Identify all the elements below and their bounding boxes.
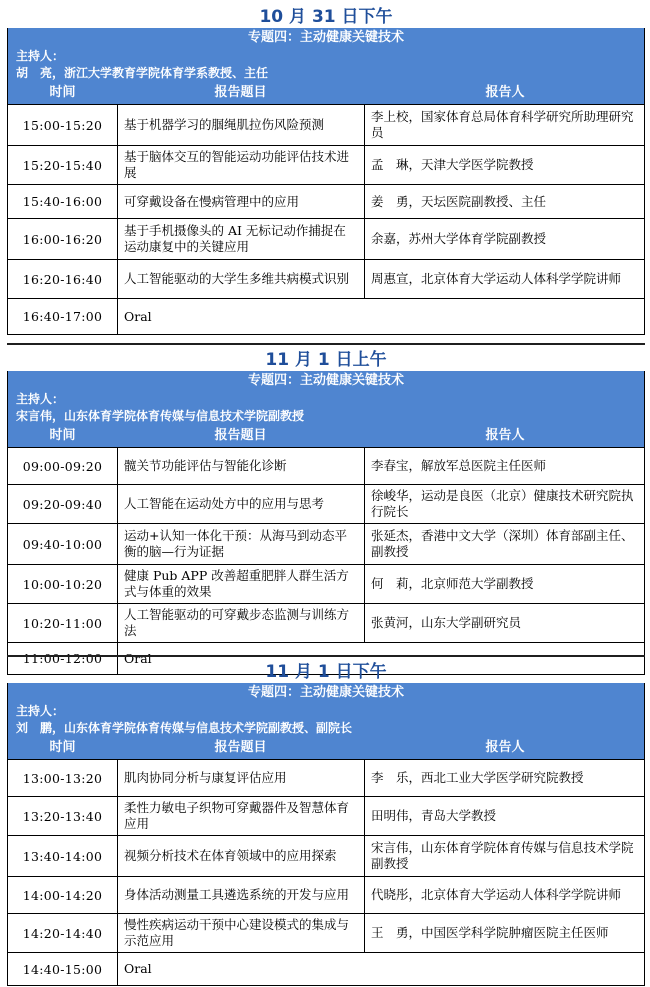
chair-label: 主持人： [16, 704, 65, 718]
table-row [8, 797, 644, 836]
topic-cell: 慢性疾病运动干预中心建设模式的集成与示范应用 [118, 914, 365, 952]
speaker-cell: 何 莉，北京师范大学副教授 [371, 576, 534, 591]
table-row [8, 185, 644, 219]
time-cell: 13:40-14:00 [8, 836, 118, 876]
table-header [8, 737, 644, 760]
speaker-cell: 徐峻华，运动是良医（北京）健康技术研究院执行院长 [371, 488, 634, 519]
schedule-table [7, 683, 645, 986]
table-row [8, 448, 644, 485]
chair-name: 宋言伟，山东体育学院体育传媒与信息技术学院副教授 [16, 409, 305, 423]
chair-name: 刘 鹏，山东体育学院体育传媒与信息技术学院副教授、副院长 [16, 721, 353, 735]
time-cell: 14:40-15:00 [8, 953, 118, 985]
table-row [8, 299, 644, 335]
header-speaker: 报告人 [485, 85, 525, 100]
header-time: 时间 [49, 428, 76, 443]
time-cell: 16:20-16:40 [8, 260, 118, 298]
header-topic: 报告题目 [214, 428, 267, 443]
speaker-cell [365, 953, 647, 985]
time-cell: 15:20-15:40 [8, 146, 118, 184]
header-topic: 报告题目 [214, 85, 267, 100]
header-speaker: 报告人 [485, 740, 525, 755]
topic-cell: 基于机器学习的腘绳肌拉伤风险预测 [118, 105, 365, 145]
topic-cell: 运动+认知一体化干预：从海马到动态平衡的脑—行为证据 [118, 524, 365, 564]
header-time: 时间 [49, 740, 76, 755]
speaker-cell [365, 299, 647, 334]
schedule-table [7, 371, 645, 675]
table-row [8, 914, 644, 953]
table-row [8, 953, 644, 986]
table-row [8, 836, 644, 877]
day-title: 10 月 31 日下午 [259, 7, 393, 27]
speaker-cell: 张延杰，香港中文大学（深圳）体育部副主任、副教授 [371, 528, 634, 559]
topic-cell: 髋关节功能评估与智能化诊断 [118, 448, 365, 484]
topic-cell: 身体活动测量工具遴选系统的开发与应用 [118, 877, 365, 913]
topic-title: 专题四：主动健康关键技术 [8, 28, 644, 48]
header-speaker: 报告人 [485, 428, 525, 443]
speaker-cell: 王 勇，中国医学科学院肿瘤医院主任医师 [371, 925, 609, 940]
chair-info [8, 703, 644, 737]
topic-cell: 肌肉协同分析与康复评估应用 [118, 760, 365, 796]
speaker-cell: 张黄河，山东大学副研究员 [371, 615, 522, 630]
speaker-cell: 余嘉，苏州大学体育学院副教授 [371, 231, 547, 246]
time-cell: 16:40-17:00 [8, 299, 118, 334]
table-row [8, 524, 644, 565]
table-row [8, 105, 644, 146]
time-cell: 14:00-14:20 [8, 877, 118, 913]
topic-cell: 人工智能驱动的可穿戴步态监测与训练方法 [118, 604, 365, 642]
time-cell: 14:20-14:40 [8, 914, 118, 952]
speaker-cell: 田明伟，青岛大学教授 [371, 808, 497, 823]
time-cell: 16:00-16:20 [8, 219, 118, 259]
table-header [8, 425, 644, 448]
topic-cell: 健康 Pub APP 改善超重肥胖人群生活方式与体重的效果 [118, 565, 365, 603]
schedule-table [7, 28, 645, 335]
speaker-cell: 孟 琳，天津大学医学院教授 [371, 157, 534, 172]
table-row [8, 260, 644, 299]
topic-cell: 人工智能在运动处方中的应用与思考 [118, 485, 365, 523]
speaker-cell: 李春宝，解放军总医院主任医师 [371, 458, 547, 473]
topic-cell: 基于脑体交互的智能运动功能评估技术进展 [118, 146, 365, 184]
table-row [8, 760, 644, 797]
time-cell: 13:20-13:40 [8, 797, 118, 835]
topic-cell: Oral [124, 308, 152, 324]
chair-label: 主持人： [16, 49, 65, 63]
speaker-cell: 李 乐，西北工业大学医学研究院教授 [371, 770, 584, 785]
header-topic: 报告题目 [214, 740, 267, 755]
session-block [7, 655, 645, 986]
time-cell: 15:00-15:20 [8, 105, 118, 145]
table-row [8, 485, 644, 524]
chair-info [8, 48, 644, 82]
time-cell: 10:00-10:20 [8, 565, 118, 603]
table-row [8, 565, 644, 604]
speaker-cell: 李上校，国家体育总局体育科学研究所助理研究员 [371, 109, 634, 140]
table-row [8, 604, 644, 643]
time-cell: 11:00-12:00 [8, 643, 118, 674]
topic-cell: Oral [124, 961, 152, 976]
topic-cell: 可穿戴设备在慢病管理中的应用 [118, 185, 365, 218]
speaker-cell: 代晓彤，北京体育大学运动人体科学学院讲师 [371, 887, 622, 902]
time-cell: 10:20-11:00 [8, 604, 118, 642]
topic-cell: 基于手机摄像头的 AI 无标记动作捕捉在运动康复中的关键应用 [118, 219, 365, 259]
session-block [7, 343, 645, 675]
topic-title: 专题四：主动健康关键技术 [8, 683, 644, 703]
time-cell: 13:00-13:20 [8, 760, 118, 796]
table-row [8, 146, 644, 185]
speaker-cell: 宋言伟，山东体育学院体育传媒与信息技术学院副教授 [371, 840, 634, 871]
header-time: 时间 [49, 85, 76, 100]
session-block [7, 2, 645, 335]
speaker-cell: 姜 勇，天坛医院副教授、主任 [371, 193, 547, 209]
day-title: 11 月 1 日上午 [265, 350, 387, 370]
time-cell: 09:20-09:40 [8, 485, 118, 523]
table-header [8, 82, 644, 105]
topic-cell: 人工智能驱动的大学生多维共病模式识别 [118, 260, 365, 298]
time-cell: 09:40-10:00 [8, 524, 118, 564]
time-cell: 09:00-09:20 [8, 448, 118, 484]
chair-info [8, 391, 644, 425]
day-title: 11 月 1 日下午 [265, 662, 387, 682]
topic-cell: 视频分析技术在体育领域中的应用探索 [118, 836, 365, 876]
speaker-cell: 周惠宣，北京体育大学运动人体科学学院讲师 [371, 271, 622, 286]
topic-cell: Oral [124, 650, 152, 666]
topic-title: 专题四：主动健康关键技术 [8, 371, 644, 391]
chair-name: 胡 亮，浙江大学教育学院体育学系教授、主任 [16, 66, 269, 80]
time-cell: 15:40-16:00 [8, 185, 118, 218]
table-row [8, 219, 644, 260]
table-row [8, 877, 644, 914]
topic-cell: 柔性力敏电子织物可穿戴器件及智慧体育应用 [118, 797, 365, 835]
chair-label: 主持人： [16, 392, 65, 406]
